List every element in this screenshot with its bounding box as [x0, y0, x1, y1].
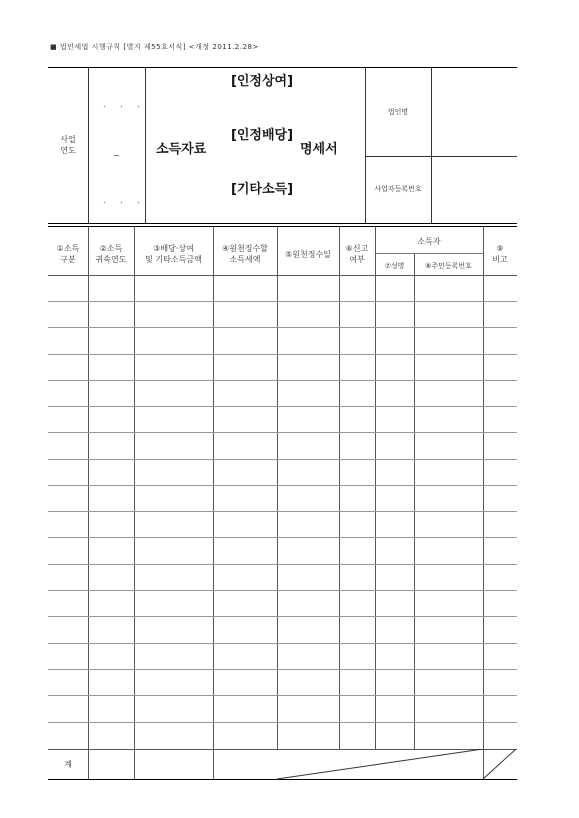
section-rule — [48, 223, 517, 224]
row-line — [48, 669, 517, 670]
corp-name-field[interactable] — [432, 68, 517, 156]
total-row-diagonal-icon — [277, 749, 517, 780]
row-line — [48, 432, 517, 433]
title-left: 소득자료 — [156, 142, 207, 157]
title-right: 명세서 — [300, 142, 338, 157]
recipient-sub-divider — [375, 253, 483, 254]
row-line — [48, 537, 517, 538]
col-attribution-year: ②소득 귀속연도 — [95, 244, 127, 264]
col-divider — [88, 227, 89, 780]
col-divider — [277, 227, 278, 750]
row-line — [48, 406, 517, 407]
col-report-status: ⑥신고 여부 — [345, 244, 369, 264]
col-name: ⑦성명 — [384, 262, 405, 270]
col-withholding-tax: ④원천징수할 소득세액 — [222, 244, 268, 264]
row-line — [48, 327, 517, 328]
row-line — [48, 511, 517, 512]
option-dividend: [인정배당] — [230, 128, 294, 143]
row-line — [48, 564, 517, 565]
row-line — [48, 380, 517, 381]
row-line — [48, 722, 517, 723]
col-divider — [213, 227, 214, 780]
section-rule — [48, 226, 517, 227]
date-start-dots: . . . — [103, 100, 146, 109]
col-income-type: ①소득 구분 — [56, 244, 80, 264]
col-resident-number: ⑧주민등록번호 — [425, 262, 472, 270]
row-line — [48, 590, 517, 591]
row-line — [48, 301, 517, 302]
col-recipient-group: 소득자 — [417, 237, 441, 246]
row-line — [48, 354, 517, 355]
row-line — [48, 643, 517, 644]
biz-reg-number-field[interactable] — [432, 157, 517, 223]
col-withholding-date: ⑤원천징수일 — [285, 250, 331, 259]
col-divider — [375, 227, 376, 750]
business-year-label: 사업 연도 — [60, 135, 76, 155]
header-divider — [88, 68, 89, 223]
row-line — [48, 485, 517, 486]
col-income-amount: ③배당·상여 및 기타소득금액 — [145, 244, 202, 264]
row-line — [48, 695, 517, 696]
form-caption: ■ 법인세법 시행규칙 [별지 제55호서식] <개정 2011.2.28> — [50, 43, 259, 51]
date-tilde: ~ — [113, 151, 120, 160]
col-remarks: ⑨ 비고 — [492, 244, 508, 264]
col-divider — [339, 227, 340, 750]
corp-name-label: 법인명 — [387, 108, 409, 116]
col-divider — [483, 227, 484, 780]
row-line — [48, 616, 517, 617]
option-bonus: [인정상여] — [230, 74, 294, 89]
date-end-dots: . . . — [103, 196, 146, 205]
row-line — [48, 275, 517, 276]
biz-reg-number-label: 사업자등록번호 — [374, 185, 422, 193]
header-divider — [365, 68, 366, 223]
row-line — [48, 459, 517, 460]
col-divider — [134, 227, 135, 780]
option-other-income: [기타소득] — [230, 182, 294, 197]
total-label: 계 — [64, 760, 72, 769]
